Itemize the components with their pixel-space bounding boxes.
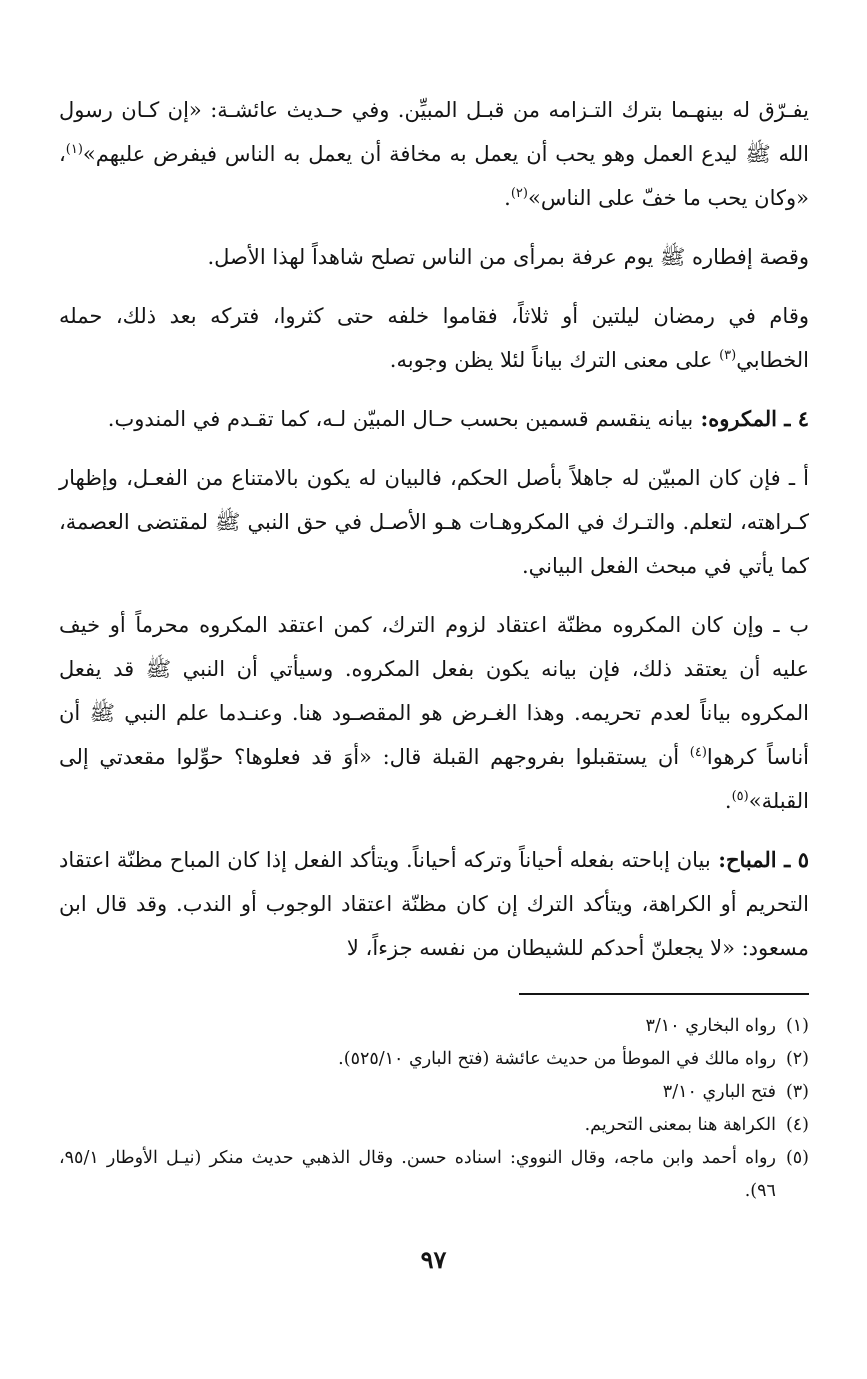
paragraph-text: وقصة إفطاره ﷺ يوم عرفة بمرأى من الناس تصلح شاهداً لهذا الأصل. bbox=[207, 245, 809, 269]
footnotes-list bbox=[59, 1010, 809, 1208]
footnote-ref-4[interactable]: (٤) bbox=[689, 745, 707, 760]
paragraph-3 bbox=[59, 294, 809, 382]
paragraph-text: بيانه ينقسم قسمين بحسب حـال المبيّن لـه، كما تقـدم في المندوب. bbox=[107, 407, 694, 431]
paragraph-text: بيان إباحته بفعله أحياناً وتركه أحياناً. ويتأكد الفعل إذا كان المباح مظنّة اعتقاد التحريم أو الكراهة، ويتأكد الترك إن كان مظنّة اعتقاد الوجوب أو الندب. وقد قال ابن مسعود: «لا يجعلنّ أحدكم للشيطان من نفسه جزءاً، لا bbox=[59, 848, 809, 960]
paragraph-makruh bbox=[59, 397, 809, 441]
paragraph-text: وقام في رمضان ليلتين أو ثلاثاً، فقاموا خلفه حتى كثروا، فتركه بعد ذلك، حمله الخطابي bbox=[59, 304, 809, 372]
footnote-ref-2[interactable]: (٢) bbox=[510, 186, 528, 201]
footnote-number: (١) bbox=[785, 1016, 809, 1036]
footnote-number: (٢) bbox=[785, 1049, 809, 1069]
footnote-3 bbox=[59, 1076, 809, 1109]
section-heading-makruh: ٤ ـ المكروه: bbox=[693, 406, 809, 431]
footnote-text: رواه مالك في الموطأ من حديث عائشة (فتح الباري ٥٢٥/١٠). bbox=[338, 1049, 776, 1069]
paragraph-text: على معنى الترك بياناً لئلا يظن وجوبه. bbox=[389, 348, 720, 372]
footnote-4 bbox=[59, 1109, 809, 1142]
paragraph-text: . bbox=[724, 789, 732, 813]
main-text bbox=[59, 88, 809, 985]
footnote-1 bbox=[59, 1010, 809, 1043]
footnote-text: فتح الباري ٣/١٠ bbox=[662, 1082, 776, 1102]
paragraph-ba bbox=[59, 603, 809, 823]
footnote-number: (٥) bbox=[785, 1148, 809, 1168]
paragraph-1 bbox=[59, 88, 809, 220]
paragraph-2 bbox=[59, 235, 809, 279]
footnote-2 bbox=[59, 1043, 809, 1076]
page-number: ٩٧ bbox=[420, 1245, 447, 1274]
paragraph-alif bbox=[59, 456, 809, 588]
footnote-ref-3[interactable]: (٣) bbox=[719, 348, 737, 363]
footnote-separator bbox=[519, 993, 809, 995]
footnote-5 bbox=[59, 1142, 809, 1208]
paragraph-text: أن يستقبلوا بفروجهم القبلة قال: «أوَ قد فعلوها؟ حوِّلوا مقعدتي إلى القبلة» bbox=[59, 745, 809, 813]
footnote-ref-5[interactable]: (٥) bbox=[731, 789, 749, 804]
paragraph-text: ب ـ وإن كان المكروه مظنّة اعتقاد لزوم الترك، كمن اعتقد المكروه محرماً أو خيف عليه أن يعتقد ذلك، فإن بيانه يكون بفعل المكروه. وسيأتي أن النبي ﷺ قد يفعل المكروه بياناً لعدم تحريمه. وهذا الغـرض هو المقصـود هنا. وعنـدما علم النبي ﷺ أن أناساً كرهوا bbox=[59, 613, 810, 769]
footnote-text: رواه أحمد وابن ماجه، وقال النووي: اسناده حسن. وقال الذهبي حديث منكر (نيـل الأوطار ٩٥/١، ٩٦). bbox=[59, 1148, 776, 1201]
section-heading-mubah: ٥ ـ المباح: bbox=[710, 847, 809, 872]
footnote-ref-1[interactable]: (١) bbox=[65, 142, 83, 157]
paragraph-text: أ ـ فإن كان المبيّن له جاهلاً بأصل الحكم، فالبيان له يكون بالامتناع من الفعـل، وإظهار كـراهته، لتعلم. والتـرك في المكروهـات هـو الأصـل في حق النبي ﷺ لمقتضى العصمة، كما يأتي في مبحث الفعل البياني. bbox=[59, 466, 809, 578]
footnote-number: (٣) bbox=[785, 1082, 809, 1102]
footnote-text: الكراهة هنا بمعنى التحريم. bbox=[584, 1115, 776, 1135]
paragraph-text: يفـرّق له بينهـما بترك التـزامه من قبـل المبيِّن. وفي حـديث عائشـة: «إن كـان رسول الله ﷺ ليدع العمل وهو يحب أن يعمل به مخافة أن يعمل به الناس فيفرض عليهم» bbox=[59, 98, 809, 166]
paragraph-mubah bbox=[59, 838, 809, 970]
footnote-text: رواه البخاري ٣/١٠ bbox=[645, 1016, 776, 1036]
footnote-number: (٤) bbox=[785, 1115, 809, 1135]
paragraph-text: ، «وكان يحب ما خفّ على الناس» bbox=[59, 142, 809, 210]
paragraph-text: . bbox=[504, 186, 511, 210]
